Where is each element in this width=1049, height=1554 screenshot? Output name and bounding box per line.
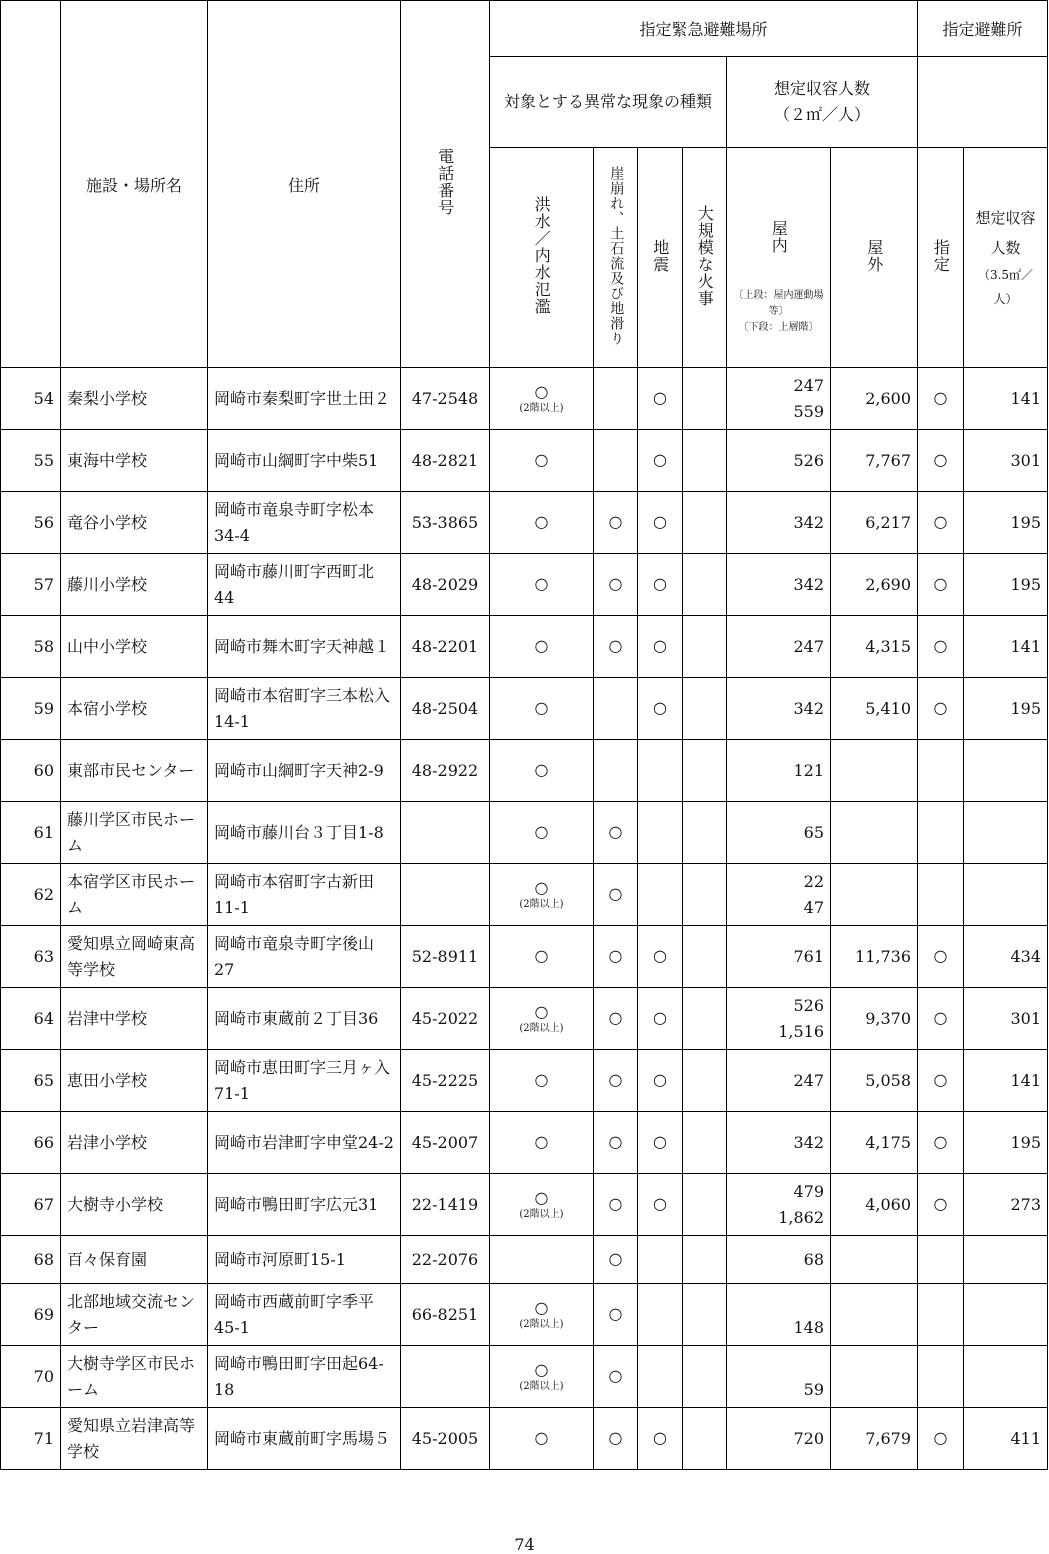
upper-floor-capacity: 559 [793, 401, 824, 421]
row-number: 61 [1, 802, 61, 864]
designated-mark [918, 864, 964, 926]
shelter-capacity [964, 802, 1048, 864]
header-designated: 指定 [918, 148, 964, 368]
facility-phone: 45-2005 [401, 1408, 490, 1470]
flood-mark: ○ (2階以上) [490, 1284, 594, 1346]
designated-mark: ○ [918, 368, 964, 430]
table-row [1, 1346, 1048, 1408]
outdoor-capacity: 4,315 [831, 616, 918, 678]
earthquake-mark: ○ [638, 926, 683, 988]
indoor-capacity: 761 [727, 926, 831, 988]
shelter-capacity [964, 1284, 1048, 1346]
outdoor-capacity [831, 864, 918, 926]
facility-address: 岡崎市本宿町字古新田11-1 [208, 864, 401, 926]
landslide-mark: ○ [594, 1284, 638, 1346]
row-number: 70 [1, 1346, 61, 1408]
facility-name: 東部市民センター [61, 740, 208, 802]
row-number: 55 [1, 430, 61, 492]
shelter-capacity: 141 [964, 616, 1048, 678]
earthquake-mark [638, 740, 683, 802]
facility-name: 藤川小学校 [61, 554, 208, 616]
designated-mark [918, 802, 964, 864]
header-address: 住所 [208, 1, 401, 368]
landslide-mark: ○ [594, 802, 638, 864]
header-number [1, 1, 61, 368]
outdoor-capacity: 9,370 [831, 988, 918, 1050]
upper-floor-capacity: 59 [803, 1379, 824, 1399]
facility-address: 岡崎市竜泉寺町字松本34-4 [208, 492, 401, 554]
indoor-capacity: 121 [727, 740, 831, 802]
fire-mark [683, 1112, 727, 1174]
row-number: 56 [1, 492, 61, 554]
flood-mark: ○ [490, 926, 594, 988]
row-number: 64 [1, 988, 61, 1050]
row-number: 71 [1, 1408, 61, 1470]
designated-mark: ○ [918, 678, 964, 740]
outdoor-capacity [831, 1236, 918, 1284]
indoor-capacity [727, 1284, 831, 1346]
row-number: 65 [1, 1050, 61, 1112]
facility-name: 北部地域交流センター [61, 1284, 208, 1346]
table-row [1, 740, 1048, 802]
flood-mark: ○ [490, 740, 594, 802]
header-outdoor: 屋外 [831, 148, 918, 368]
earthquake-mark: ○ [638, 368, 683, 430]
facility-address: 岡崎市西蔵前町字季平45-1 [208, 1284, 401, 1346]
shelter-capacity: 141 [964, 368, 1048, 430]
row-number: 66 [1, 1112, 61, 1174]
designated-mark: ○ [918, 1112, 964, 1174]
facility-name: 竜谷小学校 [61, 492, 208, 554]
table-row [1, 492, 1048, 554]
facility-phone: 47-2548 [401, 368, 490, 430]
fire-mark [683, 1284, 727, 1346]
header-hazard-types: 対象とする異常な現象の種類 [490, 57, 727, 148]
outdoor-capacity [831, 1284, 918, 1346]
header-flood: 洪水／内水氾濫 [490, 148, 594, 368]
flood-mark: ○ [490, 492, 594, 554]
flood-floor-note: (2階以上) [519, 403, 564, 415]
outdoor-capacity: 11,736 [831, 926, 918, 988]
landslide-mark: ○ [594, 616, 638, 678]
facility-name: 岩津中学校 [61, 988, 208, 1050]
facility-name: 恵田小学校 [61, 1050, 208, 1112]
indoor-capacity: 479 1,862 [727, 1174, 831, 1236]
shelter-capacity [964, 740, 1048, 802]
outdoor-capacity: 2,600 [831, 368, 918, 430]
flood-mark: ○ (2階以上) [490, 988, 594, 1050]
outdoor-capacity: 6,217 [831, 492, 918, 554]
fire-mark [683, 988, 727, 1050]
row-number: 68 [1, 1236, 61, 1284]
fire-mark [683, 1236, 727, 1284]
facility-phone: 52-8911 [401, 926, 490, 988]
outdoor-capacity: 7,679 [831, 1408, 918, 1470]
fire-mark [683, 1346, 727, 1408]
table-row [1, 864, 1048, 926]
header-emergency-group: 指定緊急避難場所 [490, 1, 918, 57]
header-landslide: 崖崩れ、土石流及び地滑り [594, 148, 638, 368]
facility-address: 岡崎市東蔵前２丁目36 [208, 988, 401, 1050]
outdoor-capacity: 5,410 [831, 678, 918, 740]
flood-mark: ○ (2階以上) [490, 864, 594, 926]
shelter-capacity: 411 [964, 1408, 1048, 1470]
row-number: 67 [1, 1174, 61, 1236]
table-row [1, 368, 1048, 430]
facility-address: 岡崎市舞木町字天神越１ [208, 616, 401, 678]
earthquake-mark [638, 1284, 683, 1346]
header-phone: 電話番号 [401, 1, 490, 368]
flood-floor-note: (2階以上) [519, 1319, 564, 1331]
facility-name: 本宿小学校 [61, 678, 208, 740]
landslide-mark: ○ [594, 1050, 638, 1112]
table-header [1, 1, 1048, 368]
earthquake-mark [638, 1236, 683, 1284]
upper-floor-capacity: 1,516 [778, 1021, 824, 1041]
facility-name: 愛知県立岡崎東高等学校 [61, 926, 208, 988]
indoor-capacity: 342 [727, 678, 831, 740]
landslide-mark [594, 368, 638, 430]
indoor-capacity: 342 [727, 1112, 831, 1174]
row-number: 59 [1, 678, 61, 740]
facility-address: 岡崎市山綱町字天神2-9 [208, 740, 401, 802]
flood-mark: ○ [490, 1112, 594, 1174]
outdoor-capacity: 4,175 [831, 1112, 918, 1174]
outdoor-capacity: 4,060 [831, 1174, 918, 1236]
indoor-capacity: 68 [727, 1236, 831, 1284]
landslide-mark: ○ [594, 492, 638, 554]
facility-name: 岩津小学校 [61, 1112, 208, 1174]
table-row [1, 1112, 1048, 1174]
shelter-capacity: 195 [964, 678, 1048, 740]
upper-floor-capacity: 47 [803, 897, 824, 917]
flood-mark: ○ [490, 1050, 594, 1112]
earthquake-mark: ○ [638, 1112, 683, 1174]
shelter-capacity [964, 1236, 1048, 1284]
header-indoor: 屋内 〔上段：屋内運動場等〕 〔下段：上層階〕 [727, 148, 831, 368]
facility-address: 岡崎市東蔵前町字馬場５ [208, 1408, 401, 1470]
outdoor-capacity [831, 802, 918, 864]
header-earthquake: 地震 [638, 148, 683, 368]
shelter-capacity: 141 [964, 1050, 1048, 1112]
facility-address: 岡崎市岩津町字申堂24-2 [208, 1112, 401, 1174]
designated-mark [918, 740, 964, 802]
facility-phone: 48-2201 [401, 616, 490, 678]
landslide-mark: ○ [594, 988, 638, 1050]
table-row [1, 1050, 1048, 1112]
earthquake-mark: ○ [638, 616, 683, 678]
facility-name: 秦梨小学校 [61, 368, 208, 430]
header-fire: 大規模な火事 [683, 148, 727, 368]
earthquake-mark: ○ [638, 988, 683, 1050]
fire-mark [683, 740, 727, 802]
facility-phone: 48-2922 [401, 740, 490, 802]
facility-address: 岡崎市秦梨町字世土田２ [208, 368, 401, 430]
landslide-mark: ○ [594, 1174, 638, 1236]
designated-mark: ○ [918, 1408, 964, 1470]
flood-floor-note: (2階以上) [519, 899, 564, 911]
page-number: 74 [514, 1535, 535, 1554]
indoor-capacity: 247 559 [727, 368, 831, 430]
landslide-mark [594, 740, 638, 802]
outdoor-capacity: 2,690 [831, 554, 918, 616]
facility-phone [401, 864, 490, 926]
flood-floor-note: (2階以上) [519, 1381, 564, 1393]
fire-mark [683, 368, 727, 430]
shelter-capacity: 434 [964, 926, 1048, 988]
earthquake-mark [638, 802, 683, 864]
facility-phone: 22-2076 [401, 1236, 490, 1284]
flood-mark: ○ [490, 802, 594, 864]
landslide-mark: ○ [594, 926, 638, 988]
indoor-capacity: 526 [727, 430, 831, 492]
landslide-mark: ○ [594, 554, 638, 616]
shelter-capacity: 195 [964, 492, 1048, 554]
fire-mark [683, 1050, 727, 1112]
header-facility-name: 施設・場所名 [61, 1, 208, 368]
designated-mark: ○ [918, 492, 964, 554]
table-row [1, 554, 1048, 616]
shelter-capacity: 301 [964, 988, 1048, 1050]
header-shelter-capacity: 想定収容人数 （3.5㎡／人） [964, 148, 1048, 368]
shelter-capacity: 195 [964, 554, 1048, 616]
fire-mark [683, 1408, 727, 1470]
flood-mark: ○ [490, 554, 594, 616]
indoor-capacity [727, 1346, 831, 1408]
table-row [1, 678, 1048, 740]
row-number: 69 [1, 1284, 61, 1346]
table-row [1, 1284, 1048, 1346]
indoor-capacity: 342 [727, 492, 831, 554]
earthquake-mark: ○ [638, 678, 683, 740]
earthquake-mark: ○ [638, 554, 683, 616]
designated-mark [918, 1284, 964, 1346]
facility-name: 大樹寺小学校 [61, 1174, 208, 1236]
indoor-capacity: 526 1,516 [727, 988, 831, 1050]
flood-mark: ○ [490, 1408, 594, 1470]
landslide-mark: ○ [594, 1112, 638, 1174]
fire-mark [683, 1174, 727, 1236]
table-row [1, 1408, 1048, 1470]
row-number: 63 [1, 926, 61, 988]
facility-phone: 53-3865 [401, 492, 490, 554]
facility-phone [401, 802, 490, 864]
landslide-mark: ○ [594, 1408, 638, 1470]
indoor-capacity: 342 [727, 554, 831, 616]
designated-mark: ○ [918, 926, 964, 988]
outdoor-capacity [831, 1346, 918, 1408]
designated-mark: ○ [918, 430, 964, 492]
facility-address: 岡崎市藤川町字西町北44 [208, 554, 401, 616]
flood-mark: ○ (2階以上) [490, 1346, 594, 1408]
flood-mark: ○ (2階以上) [490, 1174, 594, 1236]
landslide-mark [594, 430, 638, 492]
indoor-capacity: 247 [727, 616, 831, 678]
earthquake-mark: ○ [638, 430, 683, 492]
fire-mark [683, 430, 727, 492]
designated-mark: ○ [918, 616, 964, 678]
table-row [1, 1236, 1048, 1284]
row-number: 62 [1, 864, 61, 926]
designated-mark: ○ [918, 988, 964, 1050]
shelter-capacity [964, 864, 1048, 926]
facility-name: 大樹寺学区市民ホーム [61, 1346, 208, 1408]
row-number: 60 [1, 740, 61, 802]
table-row [1, 802, 1048, 864]
flood-mark: ○ [490, 430, 594, 492]
shelter-capacity: 195 [964, 1112, 1048, 1174]
designated-mark [918, 1236, 964, 1284]
facility-address: 岡崎市鴨田町字広元31 [208, 1174, 401, 1236]
designated-mark [918, 1346, 964, 1408]
upper-floor-capacity: 1,862 [778, 1207, 824, 1227]
facility-name: 藤川学区市民ホーム [61, 802, 208, 864]
facility-phone: 22-1419 [401, 1174, 490, 1236]
facility-address: 岡崎市竜泉寺町字後山27 [208, 926, 401, 988]
fire-mark [683, 616, 727, 678]
indoor-capacity: 65 [727, 802, 831, 864]
header-capacity: 想定収容人数 （２㎡／人） [727, 57, 918, 148]
designated-mark: ○ [918, 1174, 964, 1236]
flood-mark: ○ [490, 678, 594, 740]
table-row [1, 926, 1048, 988]
flood-mark: ○ [490, 616, 594, 678]
table-row [1, 1174, 1048, 1236]
shelter-capacity [964, 1346, 1048, 1408]
landslide-mark: ○ [594, 864, 638, 926]
row-number: 54 [1, 368, 61, 430]
outdoor-capacity: 5,058 [831, 1050, 918, 1112]
fire-mark [683, 864, 727, 926]
table-body [1, 368, 1048, 1470]
indoor-capacity: 720 [727, 1408, 831, 1470]
fire-mark [683, 554, 727, 616]
row-number: 57 [1, 554, 61, 616]
fire-mark [683, 492, 727, 554]
indoor-capacity: 247 [727, 1050, 831, 1112]
facility-name: 山中小学校 [61, 616, 208, 678]
fire-mark [683, 926, 727, 988]
earthquake-mark: ○ [638, 1174, 683, 1236]
earthquake-mark [638, 1346, 683, 1408]
facility-address: 岡崎市藤川台３丁目1-8 [208, 802, 401, 864]
facility-phone: 48-2504 [401, 678, 490, 740]
table-row [1, 988, 1048, 1050]
flood-floor-note: (2階以上) [519, 1209, 564, 1221]
earthquake-mark [638, 864, 683, 926]
fire-mark [683, 678, 727, 740]
designated-mark: ○ [918, 1050, 964, 1112]
facility-name: 愛知県立岩津高等学校 [61, 1408, 208, 1470]
facility-name: 百々保育園 [61, 1236, 208, 1284]
outdoor-capacity [831, 740, 918, 802]
upper-floor-capacity: 148 [793, 1317, 824, 1337]
facility-phone: 45-2225 [401, 1050, 490, 1112]
facility-phone: 48-2821 [401, 430, 490, 492]
facility-address: 岡崎市河原町15-1 [208, 1236, 401, 1284]
designated-mark: ○ [918, 554, 964, 616]
shelter-capacity: 273 [964, 1174, 1048, 1236]
earthquake-mark: ○ [638, 1408, 683, 1470]
facility-name: 東海中学校 [61, 430, 208, 492]
facility-phone [401, 1346, 490, 1408]
facility-address: 岡崎市恵田町字三月ヶ入71-1 [208, 1050, 401, 1112]
row-number: 58 [1, 616, 61, 678]
indoor-capacity: 22 47 [727, 864, 831, 926]
facility-address: 岡崎市山綱町字中柴51 [208, 430, 401, 492]
landslide-mark: ○ [594, 1236, 638, 1284]
facility-address: 岡崎市本宿町字三本松入14-1 [208, 678, 401, 740]
facility-phone: 66-8251 [401, 1284, 490, 1346]
facility-phone: 48-2029 [401, 554, 490, 616]
table-row [1, 616, 1048, 678]
table-row [1, 430, 1048, 492]
flood-mark [490, 1236, 594, 1284]
landslide-mark: ○ [594, 1346, 638, 1408]
header-shelter-blank [918, 57, 1048, 148]
earthquake-mark: ○ [638, 1050, 683, 1112]
facility-name: 本宿学区市民ホーム [61, 864, 208, 926]
facility-phone: 45-2022 [401, 988, 490, 1050]
flood-floor-note: (2階以上) [519, 1023, 564, 1035]
flood-mark: ○ (2階以上) [490, 368, 594, 430]
facility-address: 岡崎市鴨田町字田起64-18 [208, 1346, 401, 1408]
outdoor-capacity: 7,767 [831, 430, 918, 492]
facility-phone: 45-2007 [401, 1112, 490, 1174]
earthquake-mark: ○ [638, 492, 683, 554]
fire-mark [683, 802, 727, 864]
landslide-mark [594, 678, 638, 740]
header-shelter-group: 指定避難所 [918, 1, 1048, 57]
shelter-capacity: 301 [964, 430, 1048, 492]
